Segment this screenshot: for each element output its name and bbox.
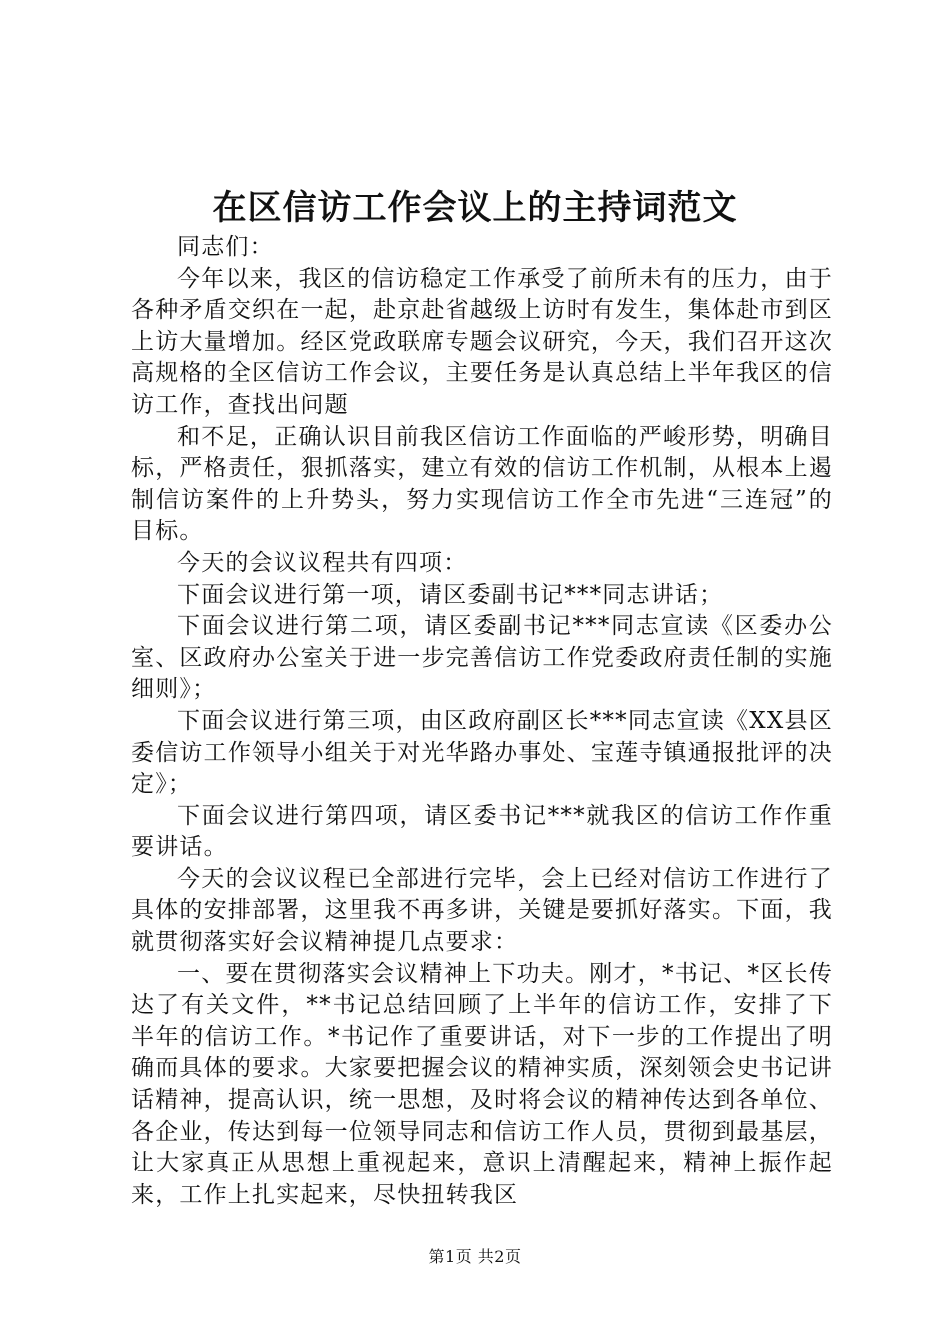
body-paragraph: 和不足，正确认识目前我区信访工作面临的严峻形势，明确目标，严格责任，狠抓落实，建立有效的信访工作机制，从根本上遏制信访案件的上升势头，努力实现信访工作全市先进“三连冠”的目标。: [131, 423, 833, 545]
agenda-item-2: 下面会议进行第二项，请区委副书记***同志宣读《区委办公室、区政府办公室关于进一步完善信访工作党委政府责任制的实施细则》；: [131, 613, 833, 703]
body-paragraph: 今年以来，我区的信访稳定工作承受了前所未有的压力，由于各种矛盾交织在一起，赴京赴省越级上访时有发生，集体赴市到区上访大量增加。经区党政联席专题会议研究，今天，我们召开这次高规格的全区信访工作会议，主要任务是认真总结上半年我区的信访工作，查找出问题: [131, 265, 833, 418]
agenda-item-4: 下面会议进行第四项，请区委书记***就我区的信访工作作重要讲话。: [131, 802, 833, 861]
agenda-item-1: 下面会议进行第一项，请区委副书记***同志讲话；: [177, 581, 724, 608]
agenda-item-3: 下面会议进行第三项，由区政府副区长***同志宣读《XX县区委信访工作领导小组关于对光华路办事处、宝莲寺镇通报批评的决定》；: [131, 707, 833, 798]
document-body: [131, 232, 833, 1211]
salutation-paragraph: 同志们：: [177, 234, 274, 260]
page-footer: 第1页 共2页: [428, 1247, 522, 1266]
document-title: 在区信访工作会议上的主持词范文: [212, 188, 738, 228]
requirement-paragraph: 一、要在贯彻落实会议精神上下功夫。刚才，*书记、*区长传达了有关文件，**书记总结回顾了上半年的信访工作，安排了下半年的信访工作。*书记作了重要讲话，对下一步的工作提出了明确而具体的要求。大家要把握会议的精神实质，深刻领会史书记讲话精神，提高认识，统一思想，及时将会议的精神传达到各单位、各企业，传达到每一位领导同志和信访工作人员，贯彻到最基层，让大家真正从思想上重视起来，意识上清醒起来，精神上振作起来，工作上扎实起来，尽快扭转我区: [131, 960, 833, 1208]
body-paragraph: 今天的会议议程已全部进行完毕，会上已经对信访工作进行了具体的安排部署，这里我不再多讲，关键是要抓好落实。下面，我就贯彻落实好会议精神提几点要求：: [131, 865, 833, 956]
body-paragraph: 今天的会议议程共有四项：: [177, 549, 468, 576]
